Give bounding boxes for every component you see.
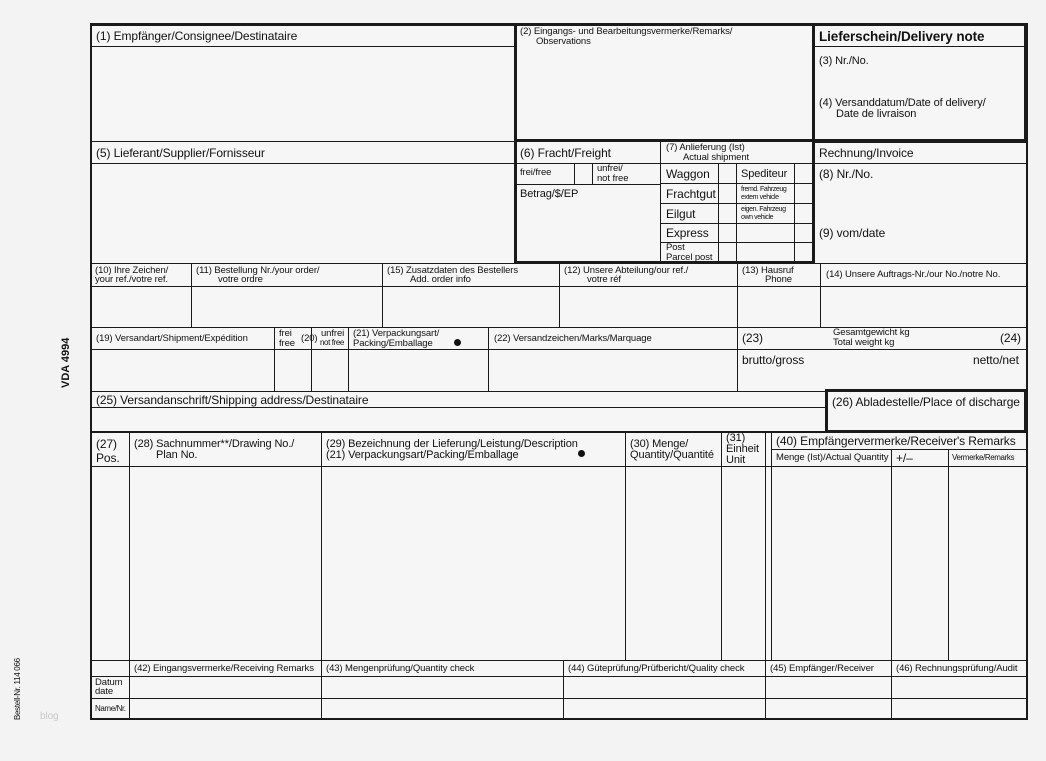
position-label: Pos.	[96, 451, 120, 465]
line	[90, 141, 514, 142]
line	[514, 163, 660, 164]
box26-right	[1024, 389, 1028, 433]
line	[765, 660, 766, 718]
field-8-label: (8) Nr./No.	[819, 167, 874, 181]
field-21-label: (21) Verpackungsart/	[353, 328, 440, 339]
name-number-label: Name/Nr.	[95, 704, 126, 713]
external-vehicle-label-2: extern vehicle	[741, 194, 779, 201]
date-label-2: date	[95, 686, 114, 697]
line	[488, 327, 489, 391]
date-label: Datum	[95, 677, 123, 688]
line	[348, 327, 349, 391]
actual-quantity-label: Menge (Ist)/Actual Quantity	[776, 452, 889, 463]
box26-bottom	[825, 430, 1028, 433]
field-46-label: (46) Rechnungsprüfung/Audit	[896, 663, 1018, 674]
field-26-label: (26) Abladestelle/Place of discharge	[832, 395, 1020, 409]
line	[765, 433, 766, 660]
field-42-label: (42) Eingangsvermerke/Receiving Remarks	[134, 663, 314, 674]
line	[191, 263, 192, 327]
field-22-label: (22) Versandzeichen/Marks/Marquage	[494, 333, 652, 344]
line	[563, 660, 564, 718]
field-5-label: (5) Lieferant/Supplier/Fornisseur	[96, 146, 265, 160]
box26-left	[825, 389, 828, 433]
field-19-label: (19) Versandart/Shipment/Expédition	[96, 333, 248, 344]
field-6-label: (6) Fracht/Freight	[520, 146, 611, 160]
line	[891, 449, 892, 660]
field-12-label: (12) Unsere Abteilung/our ref./	[564, 265, 689, 276]
line	[90, 676, 1028, 677]
external-vehicle-label: fremd. Fahrzeug	[741, 186, 787, 193]
field-20-label: (20)	[301, 333, 318, 344]
field-4-label-2: Date de livraison	[836, 108, 917, 120]
shipment-free-label-2: free	[279, 338, 295, 349]
shipment-not-free-label: unfrei	[321, 328, 345, 339]
packing-bullet-icon	[454, 339, 461, 346]
field-10-label-2: your ref./votre ref.	[95, 274, 168, 285]
field-7-label: (7) Anlieferung (Ist)	[666, 142, 745, 153]
remarks-label: Vermerke/Remarks	[952, 453, 1015, 462]
line	[382, 263, 383, 327]
own-vehicle-label: eigen. Fahrzeug	[741, 206, 786, 213]
field-15-label-2: Add. order info	[410, 274, 471, 285]
field-40-label: (40) Empfängervermerke/Receiver's Remarks	[776, 434, 1016, 448]
document-title: Lieferschein/Delivery note	[819, 29, 985, 44]
field-14-label: (14) Unsere Auftrags-Nr./our No./notre No.	[826, 269, 1001, 280]
field-23-label: (23)	[742, 331, 763, 345]
order-number-label: Bestell-Nr. 114 066	[13, 658, 22, 720]
box2-mid	[812, 23, 815, 141]
field-24-label: (24)	[1000, 331, 1021, 345]
frame-left	[90, 23, 92, 720]
line	[736, 163, 737, 263]
field-12-label-2: votre réf	[587, 274, 621, 285]
field-11-label-2: votre ordre	[218, 274, 263, 285]
packing-bullet-icon-2	[578, 450, 585, 457]
line	[948, 449, 949, 660]
field-11-label: (11) Bestellung Nr./your order/	[196, 265, 320, 276]
line	[771, 433, 772, 660]
invoice-label: Rechnung/Invoice	[819, 146, 914, 160]
line	[559, 263, 560, 327]
line	[625, 433, 626, 660]
delivery-note-form	[90, 23, 1028, 720]
line	[794, 163, 795, 263]
field-28-label-2: Plan No.	[156, 449, 198, 461]
field-10-label: (10) Ihre Zeichen/	[95, 265, 169, 276]
field-1-label: (1) Empfänger/Consignee/Destinataire	[96, 29, 298, 43]
line	[721, 433, 722, 660]
line	[737, 263, 738, 327]
field-21-label-2: Packing/Emballage	[353, 338, 433, 349]
field-9-label: (9) vom/date	[819, 226, 886, 240]
line	[90, 466, 1028, 467]
line	[274, 327, 275, 391]
field-43-label: (43) Mengenprüfung/Quantity check	[326, 663, 475, 674]
line	[820, 263, 821, 327]
line	[812, 46, 1028, 47]
freight-not-free-label: unfrei/	[597, 163, 623, 174]
field-29-label-2: (21) Verpackungsart/Packing/Emballage	[326, 449, 519, 461]
field-30-label: (30) Menge/	[630, 438, 689, 450]
box26-top	[825, 389, 1028, 392]
field-31-label: (31)	[726, 432, 746, 444]
line	[321, 433, 322, 660]
gross-weight-label: brutto/gross	[742, 353, 805, 367]
line	[812, 163, 1028, 164]
line	[90, 660, 1028, 661]
field-27-label: (27)	[96, 437, 117, 451]
field-2-label: (2) Eingangs- und Bearbeitungsvermerke/Remarks/	[520, 26, 733, 37]
frame-bottom	[90, 718, 1028, 720]
field-25-label: (25) Versandanschrift/Shipping address/Destinataire	[96, 393, 369, 407]
line	[129, 660, 130, 718]
line	[90, 349, 1028, 350]
watermark: blog	[40, 711, 59, 722]
line	[660, 141, 661, 263]
own-vehicle-label-2: own vehicle	[741, 214, 774, 221]
unit-label-2: Unit	[726, 454, 746, 466]
line	[90, 698, 1028, 699]
field-15-label: (15) Zusatzdaten des Bestellers	[387, 265, 519, 276]
field-2-label-2: Observations	[536, 36, 591, 47]
line	[737, 327, 738, 391]
amount-label: Betrag/$/EP	[520, 188, 579, 200]
net-weight-label: netto/net	[973, 353, 1019, 367]
field-30-label-2: Quantity/Quantité	[630, 449, 714, 461]
total-weight-label-2: Total weight kg	[833, 337, 895, 348]
express-label: Express	[666, 226, 709, 240]
box6-right	[812, 139, 815, 264]
field-4-label: (4) Versanddatum/Date of delivery/	[819, 97, 986, 109]
parcel-post-label: Parcel post	[666, 252, 713, 263]
frachtgut-label: Frachtgut	[666, 187, 716, 201]
forwarder-label: Spediteur	[741, 168, 788, 180]
line	[592, 163, 593, 184]
plus-minus-label: +/–	[896, 451, 913, 465]
field-13-label: (13) Hausruf	[742, 265, 794, 276]
line	[574, 163, 575, 184]
field-45-label: (45) Empfänger/Receiver	[770, 663, 874, 674]
line	[90, 46, 514, 47]
title-box-right	[1024, 23, 1028, 142]
line	[321, 660, 322, 718]
unit-label: Einheit	[726, 443, 759, 455]
field-13-label-2: Phone	[765, 274, 792, 285]
line	[90, 407, 826, 408]
field-44-label: (44) Güteprüfung/Prüfbericht/Quality check	[568, 663, 745, 674]
field-29-label: (29) Bezeichnung der Lieferung/Leistung/Description	[326, 438, 578, 450]
line	[891, 660, 892, 718]
line	[514, 184, 660, 185]
form-code-label: VDA 4994	[60, 337, 72, 388]
post-label: Post	[666, 242, 685, 253]
shipment-not-free-label-2: not free	[320, 338, 344, 347]
line	[718, 163, 719, 263]
field-7-label-2: Actual shipment	[683, 152, 750, 163]
title-box-bottom	[812, 139, 1028, 143]
box2-left	[514, 23, 517, 263]
box2-bottom	[514, 139, 815, 142]
eilgut-label: Eilgut	[666, 207, 696, 221]
freight-not-free-label-2: not free	[597, 173, 629, 184]
field-28-label: (28) Sachnummer**/Drawing No./	[134, 438, 295, 450]
line	[771, 449, 1028, 450]
waggon-label: Waggon	[666, 167, 710, 181]
line	[129, 433, 130, 660]
freight-free-label: frei/free	[520, 167, 552, 178]
field-3-label: (3) Nr./No.	[819, 55, 869, 67]
total-weight-label: Gesamtgewicht kg	[833, 327, 910, 338]
shipment-free-label: frei	[279, 328, 292, 339]
line	[90, 163, 514, 164]
